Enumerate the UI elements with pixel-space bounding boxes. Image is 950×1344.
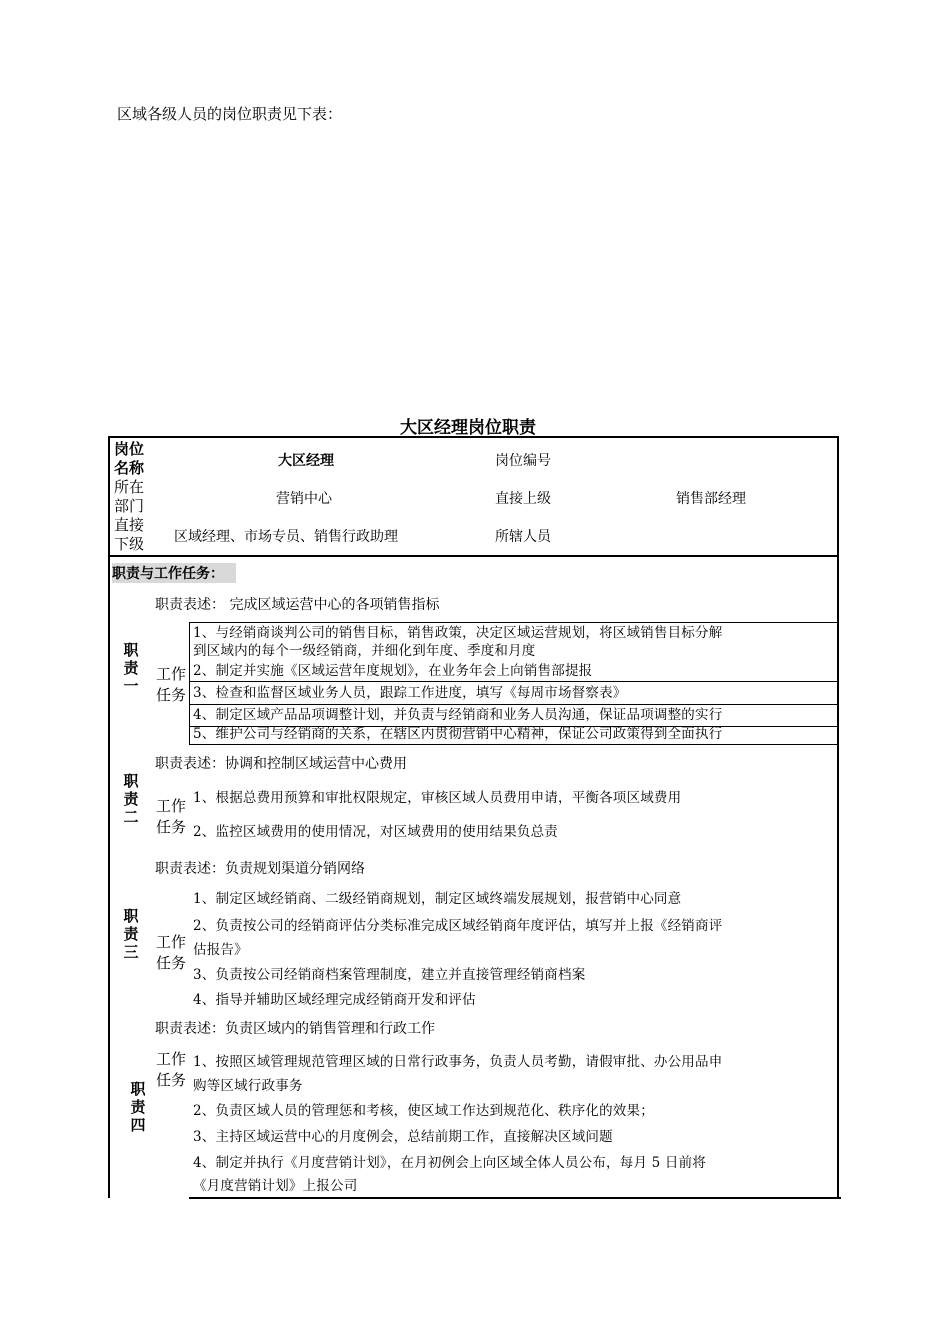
duty-4-desc: 职责表述：负责区域内的销售管理和行政工作 [155, 1021, 435, 1037]
section-title: 职责与工作任务： [112, 563, 236, 583]
subordinate-value: 区域经理、市场专员、销售行政助理 [174, 529, 398, 545]
dept-value: 营销中心 [276, 491, 332, 507]
duty-4-label: 职 责 四 [130, 1080, 146, 1134]
superior-label: 直接上级 [495, 491, 551, 507]
duty-3-task-1: 1、制定区域经销商、二级经销商规划，制定区域终端发展规划，报营销中心同意 [193, 891, 682, 907]
intro-text: 区域各级人员的岗位职责见下表： [117, 105, 343, 123]
header-divider [110, 555, 837, 557]
duty-3-task-3: 3、负责按公司经销商档案管理制度，建立并直接管理经销商档案 [193, 967, 586, 983]
duty-3-label: 职 责 三 [123, 907, 139, 961]
duty-4-task-4a: 4、制定并执行《月度营销计划》，在月初例会上向区域全体人员公布，每月 5 日前将 [193, 1155, 707, 1171]
duty-3-work-label: 工作 任务 [156, 933, 187, 972]
dept-label: 所在 部门 [114, 478, 145, 515]
duty-1-task-1a: 1、与经销商谈判公司的销售目标，销售政策，决定区域运营规划，将区域销售目标分解 [193, 625, 723, 641]
duty-4-task-2: 2、负责区域人员的管理惩和考核，使区域工作达到规范化、秩序化的效果； [193, 1103, 654, 1119]
subordinate-label: 直接 下级 [114, 516, 145, 553]
duty-1-task-5: 5、维护公司与经销商的关系，在辖区内贯彻营销中心精神，保证公司政策得到全面执行 [193, 726, 723, 742]
duty-4-task-1a: 1、按照区域管理规范管理区域的日常行政事务，负责人员考勤，请假审批、办公用品申 [193, 1054, 723, 1070]
post-name-label: 岗位 名称 [114, 440, 145, 477]
duty-2-task-1: 1、根据总费用预算和审批权限规定，审核区域人员费用申请，平衡各项区域费用 [193, 790, 682, 806]
duty-3-task-2a: 2、负责按公司的经销商评估分类标准完成区域经销商年度评估，填写并上报《经销商评 [193, 918, 723, 934]
post-name-value: 大区经理 [278, 453, 334, 469]
duty-4-task-3: 3、主持区域运营中心的月度例会，总结前期工作，直接解决区域问题 [193, 1129, 613, 1145]
duty-1-desc: 职责表述： 完成区域运营中心的各项销售指标 [155, 597, 440, 613]
duty-2-work-label: 工作 任务 [156, 797, 187, 836]
post-no-label: 岗位编号 [495, 453, 551, 469]
duty-1-task-3: 3、检查和监督区域业务人员，跟踪工作进度，填写《每周市场督察表》 [193, 685, 627, 701]
duty-1-task-4: 4、制定区域产品品项调整计划，并负责与经销商和业务人员沟通，保证品项调整的实行 [193, 707, 723, 723]
duty-3-desc: 职责表述：负责规划渠道分销网络 [155, 861, 365, 877]
table-bottom-rule [189, 1197, 841, 1199]
duty-1-work-label: 工作 任务 [156, 665, 187, 704]
duty-3-task-4: 4、指导并辅助区域经理完成经销商开发和评估 [193, 992, 476, 1008]
duty-4-task-4b: 《月度营销计划》上报公司 [193, 1178, 358, 1194]
duty-2-task-2: 2、监控区域费用的使用情况，对区域费用的使用结果负总责 [193, 824, 558, 840]
superior-value: 销售部经理 [676, 491, 746, 507]
staff-label: 所辖人员 [495, 529, 551, 545]
duty-1-task-1b: 到区域内的每个一级经销商，并细化到年度、季度和月度 [193, 643, 536, 659]
duty-4-task-1b: 购等区域行政事务 [193, 1078, 303, 1094]
duty-2-desc: 职责表述：协调和控制区域运营中心费用 [155, 756, 407, 772]
duty-4-work-label: 工作 任务 [156, 1050, 187, 1089]
table-title: 大区经理岗位职责 [400, 418, 536, 438]
duty-1-task-2: 2、制定并实施《区域运营年度规划》，在业务年会上向销售部提报 [193, 663, 593, 679]
duty-2-label: 职 责 二 [123, 772, 139, 826]
duty-1-label: 职 责 一 [123, 641, 139, 695]
duty-3-task-2b: 估报告》 [193, 942, 248, 958]
